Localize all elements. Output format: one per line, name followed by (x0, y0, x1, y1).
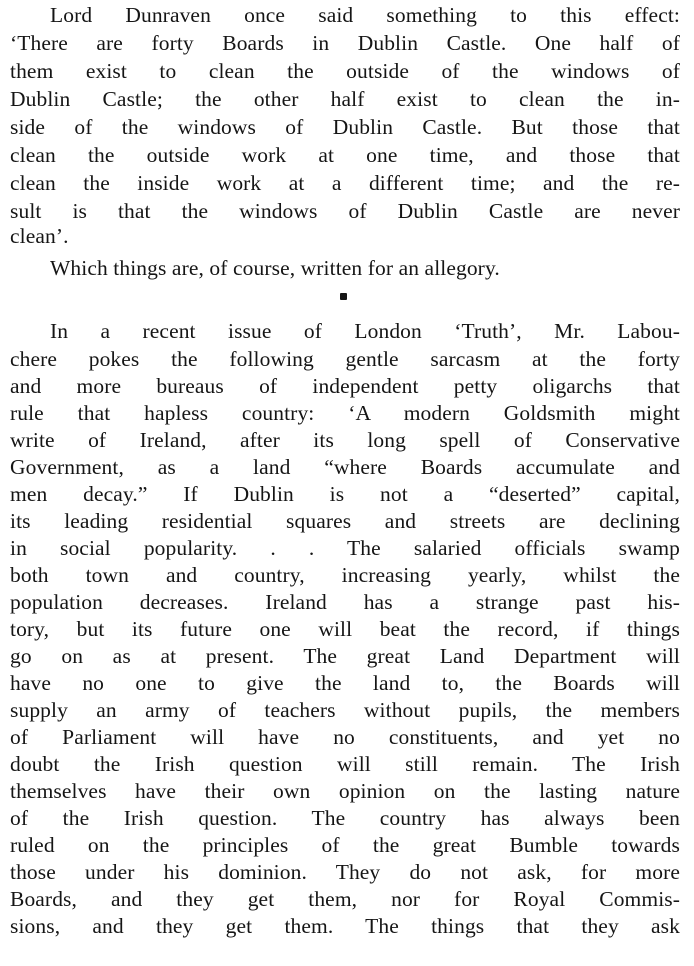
paragraph-1-line-1: Lord Dunraven once said something to this effect: (50, 3, 680, 27)
paragraph-3-line-11: population decreases. Ireland has a strange past his- (10, 590, 680, 614)
paragraph-3-line-6: Government, as a land “where Boards accumulate and (10, 455, 680, 479)
paragraph-3-line-2: chere pokes the following gentle sarcasm at the forty (10, 347, 680, 371)
paragraph-3-line-1: In a recent issue of London ‘Truth’, Mr. Labou- (50, 319, 680, 343)
paragraph-3-line-19: of the Irish question. The country has always been (10, 806, 680, 830)
paragraph-3-line-16: of Parliament will have no constituents, and yet no (10, 725, 680, 749)
paragraph-3-line-12: tory, but its future one will beat the record, if things (10, 617, 680, 641)
paragraph-3-line-22: Boards, and they get them, nor for Royal Commis- (10, 887, 680, 911)
paragraph-2-line-1: Which things are, of course, written for an allegory. (50, 256, 500, 280)
paragraph-3-line-7: men decay.” If Dublin is not a “deserted” capital, (10, 482, 680, 506)
paragraph-1-line-2: ‘There are forty Boards in Dublin Castle. One half of (10, 31, 680, 55)
paragraph-3-line-18: themselves have their own opinion on the lasting nature (10, 779, 680, 803)
paragraph-3-line-15: supply an army of teachers without pupils, the members (10, 698, 680, 722)
paragraph-1-line-3: them exist to clean the outside of the windows of (10, 59, 680, 83)
paragraph-3-line-17: doubt the Irish question will still remain. The Irish (10, 752, 680, 776)
paragraph-1-line-7: clean the inside work at a different time; and the re- (10, 171, 680, 195)
paragraph-1-line-4: Dublin Castle; the other half exist to clean the in- (10, 87, 680, 111)
paragraph-3-line-3: and more bureaus of independent petty oligarchs that (10, 374, 680, 398)
paragraph-3-line-4: rule that hapless country: ‘A modern Goldsmith might (10, 401, 680, 425)
paragraph-1-line-8: sult is that the windows of Dublin Castle are never (10, 199, 680, 223)
paragraph-3-line-5: write of Ireland, after its long spell of Conservative (10, 428, 680, 452)
paragraph-3-line-10: both town and country, increasing yearly, whilst the (10, 563, 680, 587)
paragraph-1-line-6: clean the outside work at one time, and those that (10, 143, 680, 167)
paragraph-1-line-9: clean’. (10, 224, 69, 248)
paragraph-3-line-23: sions, and they get them. The things that they ask (10, 914, 680, 938)
paragraph-1-line-5: side of the windows of Dublin Castle. But those that (10, 115, 680, 139)
paragraph-3-line-8: its leading residential squares and streets are declining (10, 509, 680, 533)
section-divider-dot (340, 293, 347, 300)
paragraph-3-line-13: go on as at present. The great Land Department will (10, 644, 680, 668)
paragraph-3-line-21: those under his dominion. They do not ask, for more (10, 860, 680, 884)
paragraph-3-line-14: have no one to give the land to, the Boards will (10, 671, 680, 695)
paragraph-3-line-20: ruled on the principles of the great Bumble towards (10, 833, 680, 857)
paragraph-3-line-9: in social popularity. . . The salaried officials swamp (10, 536, 680, 560)
